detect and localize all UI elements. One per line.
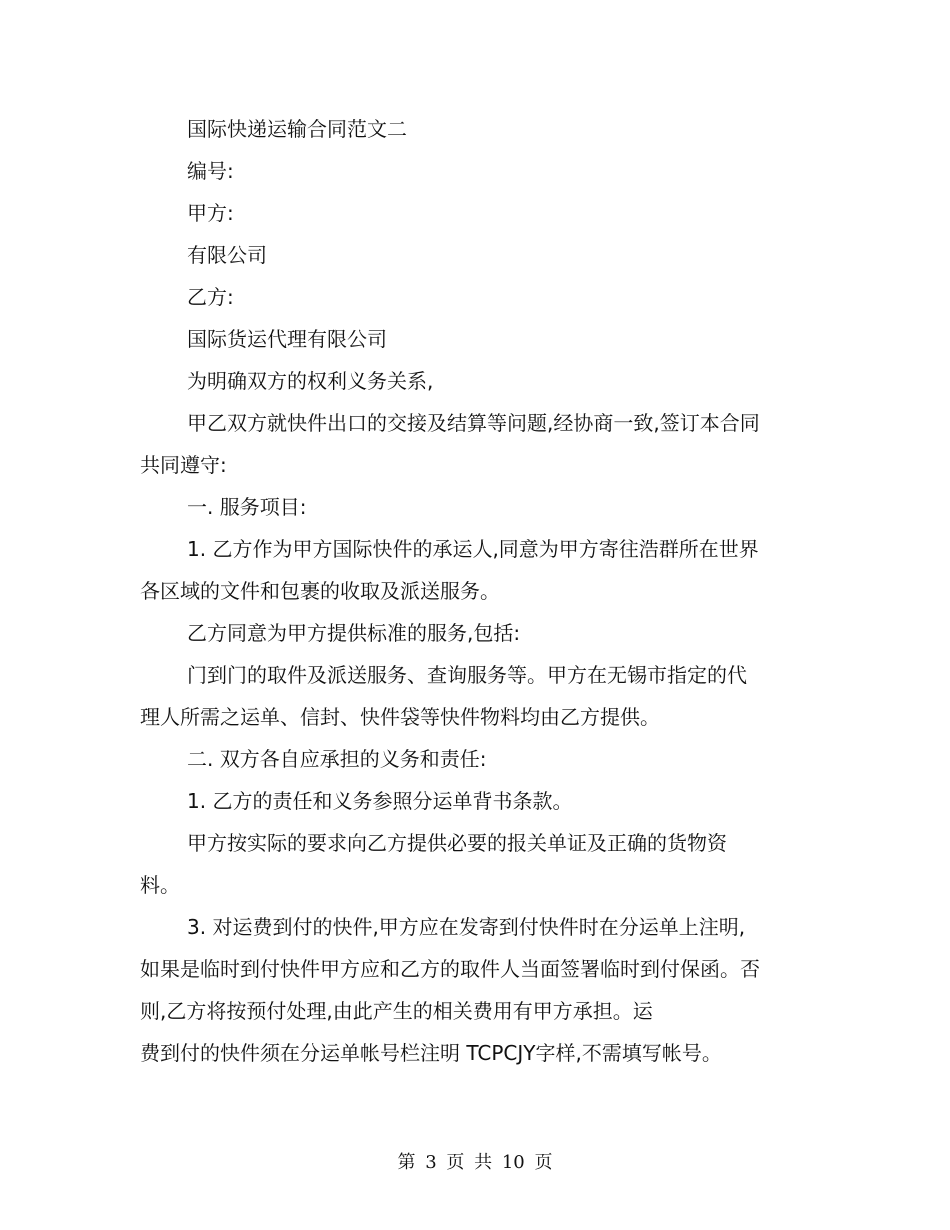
section-2-item-3: 3. 对运费到付的快件,甲方应在发寄到付快件时在分运单上注明,如果是临时到付快件甲方应和乙方的取件人当面签署临时到付保函。否则,乙方将按预付处理,由此产生的相关费用有甲方承担。运	[140, 915, 760, 1023]
section-1-detail: 门到门的取件及派送服务、查询服务等。甲方在无锡市指定的代理人所需之运单、信封、快件袋等快件物料均由乙方提供。	[140, 663, 747, 729]
preamble-line-2: 甲乙双方就快件出口的交接及结算等问题,经协商一致,签订本合同共同遵守:	[140, 411, 760, 477]
party-a-label: 甲方:	[187, 201, 234, 225]
page-footer: 第 3 页 共 10 页	[397, 1152, 553, 1173]
party-b-label: 乙方:	[187, 285, 234, 309]
party-b-name: 国际货运代理有限公司	[187, 327, 387, 351]
section-2-item-2: 甲方按实际的要求向乙方提供必要的报关单证及正确的货物资料。	[140, 831, 727, 897]
section-2-item-3-continued: 费到付的快件须在分运单帐号栏注明 TCPCJY字样,不需填写帐号。	[140, 1041, 722, 1065]
party-a-name: 有限公司	[187, 243, 267, 267]
section-1-service: 乙方同意为甲方提供标准的服务,包括:	[187, 621, 521, 645]
section-1-item-1: 1. 乙方作为甲方国际快件的承运人,同意为甲方寄往浩群所在世界各区域的文件和包裹的收取及派送服务。	[140, 537, 759, 603]
section-2-item-1: 1. 乙方的责任和义务参照分运单背书条款。	[187, 789, 573, 813]
section-2-heading: 二. 双方各自应承担的义务和责任:	[187, 747, 487, 771]
section-1-heading: 一. 服务项目:	[187, 495, 307, 519]
document-body	[140, 108, 760, 1074]
document-title: 国际快递运输合同范文二	[187, 117, 407, 141]
contract-number-label: 编号:	[187, 159, 234, 183]
preamble-line-1: 为明确双方的权利义务关系,	[187, 369, 434, 393]
